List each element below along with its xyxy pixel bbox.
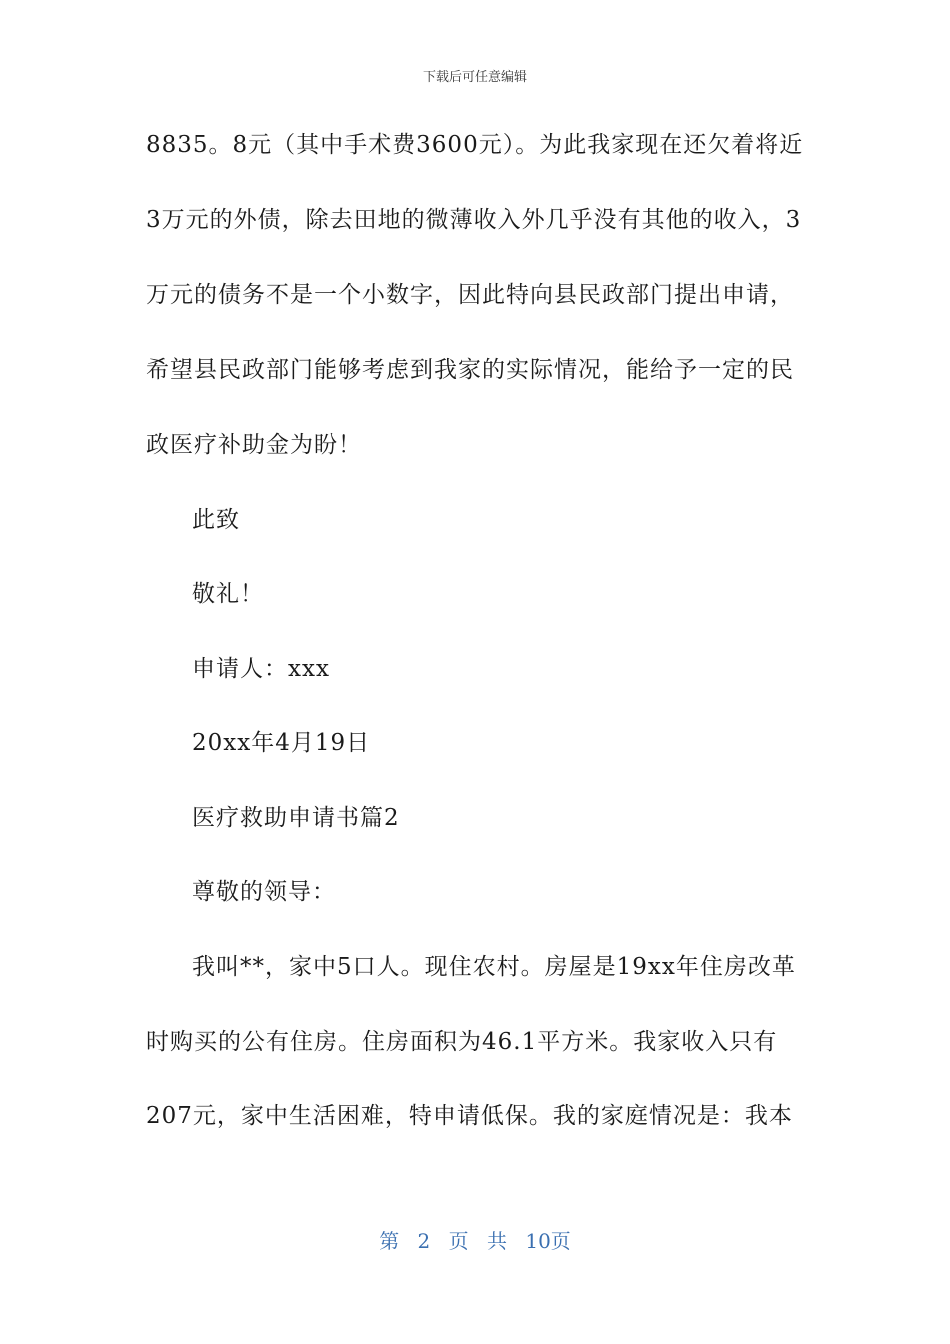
letter-date: 20xx年4月19日 [192, 730, 371, 756]
footer-label-di: 第 [379, 1229, 400, 1253]
body-line: 万元的债务不是一个小数字，因此特向县民政部门提出申请， [146, 282, 794, 308]
closing-salutation: 此致 [192, 507, 240, 533]
body-line: 207元，家中生活困难，特申请低保。我的家庭情况是：我本 [146, 1103, 793, 1129]
page-footer [0, 1225, 950, 1254]
footer-label-ye: 页 [448, 1229, 469, 1253]
greeting: 尊敬的领导： [192, 879, 336, 905]
footer-label-gong: 共 [487, 1229, 507, 1253]
body-line: 3万元的外债，除去田地的微薄收入外几乎没有其他的收入，3 [146, 207, 802, 233]
body-line: 我叫**，家中5口人。现住农村。房屋是19xx年住房改革 [192, 954, 796, 980]
closing-regards: 敬礼！ [192, 581, 264, 607]
section-title: 医疗救助申请书篇2 [192, 805, 400, 831]
footer-total-pages: 10页 [525, 1229, 571, 1253]
body-line: 时购买的公有住房。住房面积为46.1平方米。我家收入只有 [146, 1029, 778, 1055]
body-line: 希望县民政部门能够考虑到我家的实际情况，能给予一定的民 [146, 357, 794, 383]
body-line: 8835。8元（其中手术费3600元）。为此我家现在还欠着将近 [146, 132, 804, 158]
page-header: 下载后可任意编辑 [422, 70, 527, 85]
footer-current-page: 2 [417, 1229, 431, 1253]
body-line: 政医疗补助金为盼！ [146, 432, 362, 458]
applicant-signature: 申请人：xxx [192, 656, 330, 682]
